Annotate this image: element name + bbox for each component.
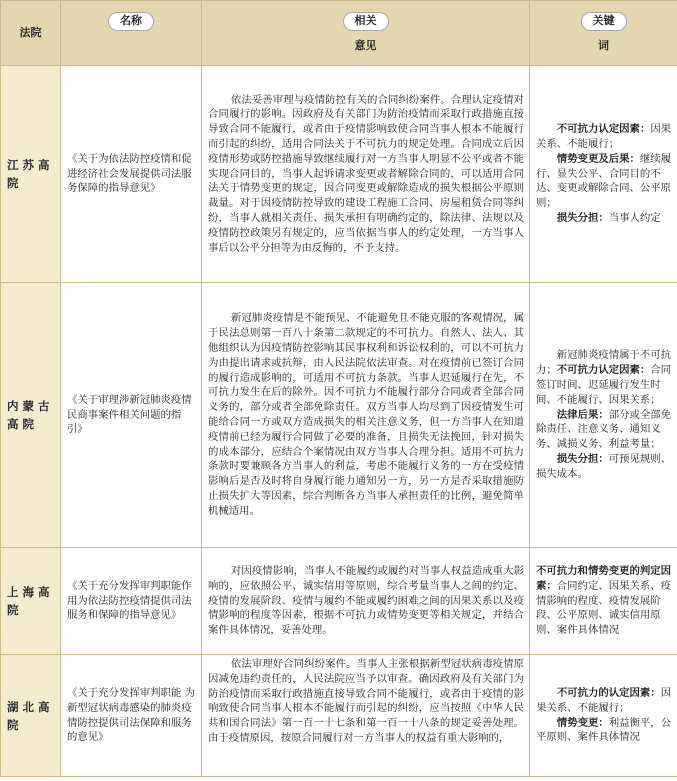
table-row — [1, 66, 677, 283]
header-opinion — [202, 1, 530, 66]
opinion-text: 对因疫情影响，当事人不能履约或履约对当事人权益造成重大影响的，应依照公平、诚实信用等原则，综合考量当事人之间的约定、疫情的发展阶段、疫情与履约不能或履约困难之间的因果关系以及疫情影响的程度等因素，根据不可抗力或情势变更等相关规定，并结合案件具体情况，妥善处理。 — [208, 565, 524, 637]
table-header-row — [1, 1, 677, 66]
document-name-cell: 《关于审理涉新冠肺炎疫情民商事案件相关问题的指引》 — [61, 283, 202, 548]
opinion-cell — [202, 655, 530, 777]
court-cell: 内蒙古高院 — [1, 283, 61, 548]
keyword-item: 新冠肺炎疫情属于不可抗力；不可抗力认定因素：合同签订时间、迟延履行发生时间、不能履行、因果关系； — [536, 349, 672, 406]
keyword-item: 不可抗力和情势变更的判定因素：合同约定、因果关系、疫情影响的程度、疫情发展阶段、公平原则、诚实信用原则、案件具体情况 — [536, 565, 672, 637]
court-cell: 江苏高院 — [1, 66, 61, 283]
table-row — [1, 548, 677, 655]
opinion-text: 依法妥善审理与疫情防控有关的合同纠纷案件。合理认定疫情对合同履行的影响。因政府及有关部门为防治疫情而采取行政措施直接导致合同不能履行，或者由于疫情影响致使合同当事人根本不能履行而引起的纠纷，适用合同法关于不可抗力的规定处理。合同成立后因疫情形势或防控措施导致继续履行对一方当事人明显不公平或者不能实现合同目的，当事人起诉请求变更或者解除合同的，可以适用合同法关于情势变更的规定，因合同变更或解除造成的损失根据公平原则裁量。对于因疫情防控导致的建设工程施工合同、房屋租赁合同等纠纷，当事人就相关责任、损失承担有明确约定的，除法律、法规以及疫情防控政策另有规定的，应当依据当事人的约定处理，一方当事人事后以公平分担等为由反悔的，不予支持。 — [208, 93, 524, 254]
table-row — [1, 283, 677, 548]
opinion-cell — [202, 66, 530, 283]
document-name-cell: 《关于充分发挥审判职能作用为依法防控疫情提供司法服务和保障的指导意见》 — [61, 548, 202, 655]
opinion-text: 依法审理好合同纠纷案件。当事人主张根据新型冠状病毒疫情原因减免违约责任的，人民法院应当予以审查。确因政府及有关部门为防治疫情而采取行政措施直接导致合同不能履行，或者由于疫情的影响致使合同当事人根本不能履行而引起的纠纷，应当按照《中华人民共和国合同法》第一百一十七条和第一百一十八条的规定妥善处理。由于疫情原因，按原合同履行对一方当事人的权益有重大影响的， — [208, 658, 524, 744]
keywords-cell — [530, 655, 677, 777]
keyword-item: 不可抗力的认定因素：因果关系、不能履行； — [536, 686, 672, 714]
document-name-cell: 《关于为依法防控疫情和促进经济社会发展提供司法服务保障的指导意见》 — [61, 66, 202, 283]
header-keywords-sub: 词 — [598, 39, 609, 52]
opinion-text: 新冠肺炎疫情是不能预见、不能避免且不能克服的客观情况，属于民法总则第一百八十条第二款规定的不可抗力。自然人、法人、其他组织认为因疫情防控影响其民事权利和诉讼权利的，可以不可抗力为由提出请求或抗辩，由人民法院依法审查。对在疫情前已签订合同的履行造成影响的，可适用不可抗力条款。当事人迟延履行在先，不可抗力发生在后的除外。因不可抗力不能履行部分合同或者全部合同义务的，部分或者全部免除责任。双方当事人均尽到了因疫情发生可能给合同一方或双方造成损失的相关注意义务，但一方当事人在知道疫情前已经为履行合同做了必要的准备，且损失无法挽回，针对损失的成本部分，应结合个案情况由双方当事人合理分担。适用不可抗力条款时要兼顾各方当事人的利益，考虑不能履行义务的一方在受疫情影响后是否及时将自身履行能力通知另一方，另一方是否采取措施防止损失扩大等因素，综合判断各方当事人承担责任的比例，避免简单机械适用。 — [208, 312, 524, 517]
header-keywords-pill: 关键 — [581, 12, 627, 31]
header-opinion-sub: 意见 — [354, 39, 377, 52]
opinion-cell — [202, 548, 530, 655]
court-cell: 上海高院 — [1, 548, 61, 655]
keyword-item: 损失分担：可预见规则、损失成本。 — [536, 452, 672, 480]
keyword-item: 不可抗力认定因素：因果关系、不能履行； — [536, 123, 672, 150]
opinion-cell — [202, 283, 530, 548]
keyword-item: 情势变更：利益衡平，公平原则、案件具体情况 — [536, 716, 672, 744]
keyword-item: 法律后果：部分或全部免除责任、注意义务、通知义务、减损义务、利益考量； — [536, 408, 672, 451]
document-name-cell: 《关于充分发挥审判职能 为新型冠状病毒感染的肺炎疫情防控提供司法保障和服务的意见》 — [61, 655, 202, 777]
keywords-cell — [530, 283, 677, 548]
header-name-pill: 名称 — [108, 12, 154, 31]
court-cell: 湖北高院 — [1, 655, 61, 777]
keyword-item: 损失分担：当事人约定 — [556, 211, 661, 224]
header-keywords — [530, 1, 677, 66]
header-name — [61, 1, 202, 66]
keyword-item: 情势变更及后果：继续履行、显失公平、合同目的不达、变更或解除合同、公平原则； — [536, 152, 672, 210]
keywords-cell — [530, 548, 677, 655]
header-court: 法院 — [1, 1, 61, 66]
table-row — [1, 655, 677, 777]
header-opinion-pill: 相关 — [343, 12, 389, 31]
keywords-cell — [530, 66, 677, 283]
